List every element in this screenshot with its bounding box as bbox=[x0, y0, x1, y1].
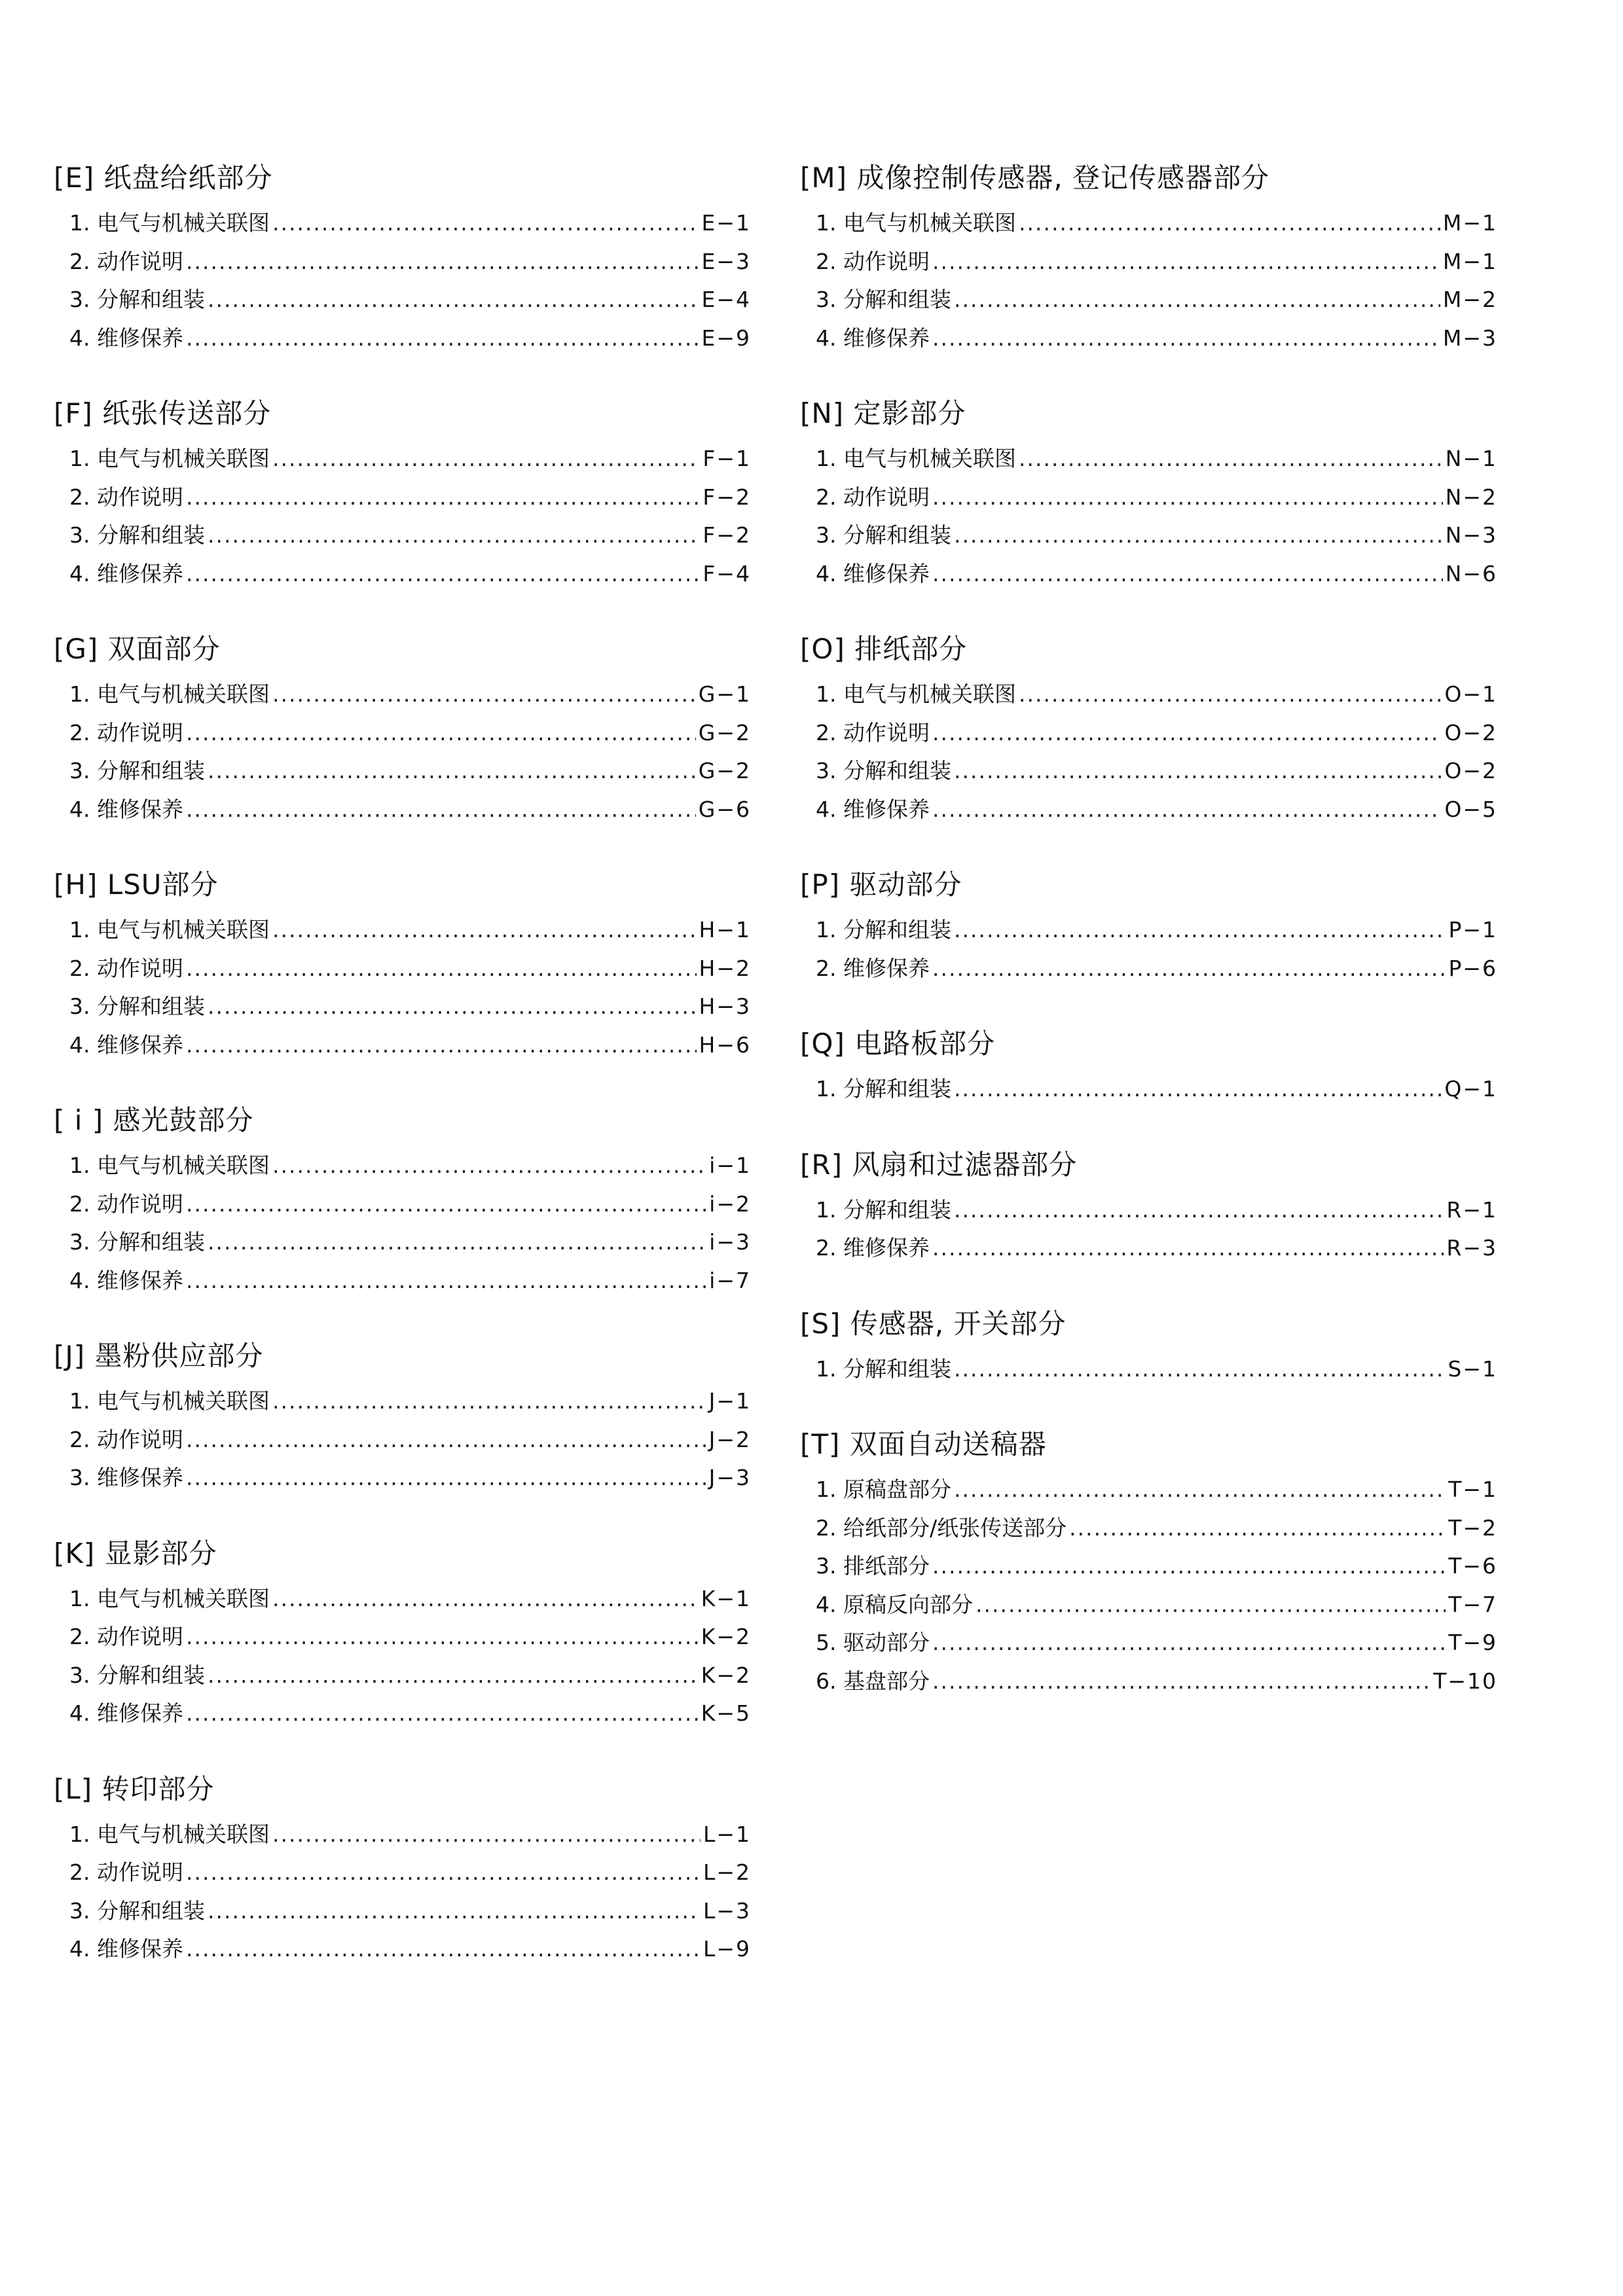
toc-entry bbox=[69, 440, 751, 478]
entry-page-number: H−3 bbox=[699, 994, 751, 1019]
toc-entry bbox=[69, 319, 751, 358]
entry-label: 1. 电气与机械关联图 bbox=[69, 1585, 270, 1611]
toc-entry bbox=[816, 319, 1497, 358]
dot-leader bbox=[208, 1223, 706, 1262]
toc-entry bbox=[69, 281, 751, 319]
toc-entry bbox=[816, 243, 1497, 281]
toc-entry bbox=[816, 555, 1497, 594]
entry-label: 1. 电气与机械关联图 bbox=[69, 1388, 270, 1414]
toc-entry bbox=[69, 1657, 751, 1695]
entry-page-number: T−1 bbox=[1448, 1477, 1497, 1502]
dot-leader bbox=[186, 1618, 699, 1657]
entry-page-number: E−9 bbox=[701, 325, 751, 351]
toc-entry bbox=[816, 1586, 1497, 1624]
entry-label: 4. 原稿反向部分 bbox=[816, 1591, 973, 1617]
toc-entry bbox=[816, 791, 1497, 829]
entry-page-number: M−2 bbox=[1442, 287, 1497, 312]
toc-entry bbox=[69, 1580, 751, 1619]
entry-label: 3. 分解和组装 bbox=[69, 1229, 205, 1255]
entry-page-number: L−1 bbox=[702, 1821, 751, 1847]
entry-label: 1. 电气与机械关联图 bbox=[69, 1821, 270, 1847]
entry-page-number: E−3 bbox=[701, 248, 751, 274]
dot-leader bbox=[932, 478, 1443, 517]
toc-section bbox=[54, 157, 751, 357]
dot-leader bbox=[954, 1471, 1446, 1509]
entry-label: 2. 动作说明 bbox=[69, 955, 183, 981]
toc-entry bbox=[69, 1262, 751, 1300]
toc-entry bbox=[69, 714, 751, 753]
section-title: [H] LSU部分 bbox=[54, 869, 219, 901]
entry-label: 4. 维修保养 bbox=[69, 1031, 183, 1058]
entry-page-number: M−3 bbox=[1442, 325, 1497, 351]
section-title: [N] 定影部分 bbox=[800, 397, 966, 429]
toc-entry bbox=[816, 281, 1497, 319]
dot-leader bbox=[186, 478, 700, 517]
entry-label: 2. 维修保养 bbox=[816, 955, 930, 981]
toc-entry bbox=[816, 675, 1497, 714]
entry-label: 4. 维修保养 bbox=[69, 325, 183, 351]
toc-entry bbox=[69, 1421, 751, 1460]
entry-page-number: K−5 bbox=[701, 1700, 751, 1726]
toc-entry bbox=[69, 988, 751, 1026]
dot-leader bbox=[932, 791, 1442, 829]
section-title: [E] 纸盘给纸部分 bbox=[54, 162, 273, 194]
toc-section bbox=[800, 1424, 1497, 1700]
dot-leader bbox=[208, 1657, 699, 1695]
entry-page-number: N−3 bbox=[1445, 522, 1497, 548]
toc-entry bbox=[69, 1854, 751, 1892]
toc-entry bbox=[69, 752, 751, 791]
entry-page-number: O−2 bbox=[1444, 719, 1497, 745]
dot-leader bbox=[954, 516, 1443, 555]
dot-leader bbox=[272, 1382, 706, 1421]
entry-page-number: O−5 bbox=[1444, 796, 1497, 822]
entry-label: 1. 电气与机械关联图 bbox=[816, 446, 1016, 471]
dot-leader bbox=[1069, 1509, 1446, 1548]
dot-leader bbox=[186, 950, 697, 988]
entry-page-number: F−4 bbox=[702, 560, 751, 586]
toc-entry bbox=[69, 1382, 751, 1421]
entry-label: 1. 电气与机械关联图 bbox=[69, 1153, 270, 1178]
entry-page-number: T−9 bbox=[1448, 1630, 1497, 1655]
toc-entry bbox=[69, 1618, 751, 1657]
entry-label: 3. 分解和组装 bbox=[69, 1897, 205, 1924]
dot-leader bbox=[272, 440, 700, 478]
entry-label: 1. 分解和组装 bbox=[816, 917, 951, 942]
toc-section bbox=[800, 864, 1497, 988]
entry-page-number: L−9 bbox=[702, 1936, 751, 1962]
dot-leader bbox=[932, 243, 1440, 281]
dot-leader bbox=[932, 555, 1443, 594]
dot-leader bbox=[954, 752, 1442, 791]
entry-label: 2. 维修保养 bbox=[816, 1235, 930, 1261]
entry-label: 2. 给纸部分/纸张传送部分 bbox=[816, 1515, 1067, 1541]
entry-label: 2. 动作说明 bbox=[816, 484, 930, 510]
entry-label: 3. 分解和组装 bbox=[69, 994, 205, 1019]
entry-label: 2. 动作说明 bbox=[69, 1191, 183, 1217]
entry-page-number: N−1 bbox=[1445, 446, 1497, 471]
entry-page-number: G−2 bbox=[698, 758, 751, 783]
entry-page-number: J−1 bbox=[708, 1388, 751, 1414]
section-title: [P] 驱动部分 bbox=[800, 869, 962, 901]
entry-page-number: P−1 bbox=[1448, 917, 1497, 942]
dot-leader bbox=[932, 1229, 1444, 1268]
dot-leader bbox=[208, 281, 699, 319]
dot-leader bbox=[186, 1262, 706, 1300]
dot-leader bbox=[186, 1854, 701, 1892]
entry-page-number: i−1 bbox=[709, 1153, 751, 1178]
entry-page-number: P−6 bbox=[1448, 955, 1497, 981]
entry-page-number: H−2 bbox=[699, 955, 751, 981]
entry-label: 3. 分解和组装 bbox=[816, 758, 951, 783]
dot-leader bbox=[976, 1586, 1446, 1624]
entry-label: 1. 分解和组装 bbox=[816, 1196, 951, 1223]
entry-label: 4. 维修保养 bbox=[69, 1700, 183, 1726]
dot-leader bbox=[272, 675, 696, 714]
entry-label: 2. 动作说明 bbox=[816, 719, 930, 745]
toc-entry bbox=[69, 675, 751, 714]
entry-page-number: K−2 bbox=[701, 1624, 751, 1649]
entry-label: 3. 分解和组装 bbox=[816, 522, 951, 548]
entry-label: 1. 电气与机械关联图 bbox=[69, 210, 270, 236]
entry-label: 3. 排纸部分 bbox=[816, 1553, 930, 1579]
toc-entry bbox=[816, 1229, 1497, 1268]
toc-entry bbox=[816, 911, 1497, 950]
toc-entry bbox=[816, 1509, 1497, 1548]
entry-page-number: E−1 bbox=[701, 210, 751, 236]
dot-leader bbox=[186, 714, 696, 753]
toc-section bbox=[54, 393, 751, 593]
entry-label: 2. 动作说明 bbox=[69, 719, 183, 745]
entry-label: 4. 维修保养 bbox=[69, 1936, 183, 1962]
entry-label: 1. 分解和组装 bbox=[816, 1076, 951, 1102]
section-title: [R] 风扇和过滤器部分 bbox=[800, 1148, 1078, 1181]
entry-label: 5. 驱动部分 bbox=[816, 1630, 930, 1655]
entry-label: 3. 维修保养 bbox=[69, 1465, 183, 1490]
dot-leader bbox=[1019, 675, 1442, 714]
entry-page-number: R−3 bbox=[1446, 1235, 1497, 1261]
entry-label: 3. 分解和组装 bbox=[816, 287, 951, 312]
dot-leader bbox=[186, 791, 696, 829]
toc-entry bbox=[816, 516, 1497, 555]
entry-page-number: H−1 bbox=[699, 917, 751, 942]
entry-page-number: G−2 bbox=[698, 719, 751, 745]
toc-section bbox=[54, 1768, 751, 1969]
toc-entry bbox=[816, 1350, 1497, 1389]
entry-label: 3. 分解和组装 bbox=[69, 522, 205, 548]
toc-entry bbox=[816, 478, 1497, 517]
toc-section bbox=[800, 1023, 1497, 1109]
entry-page-number: E−4 bbox=[701, 287, 751, 312]
dot-leader bbox=[208, 516, 700, 555]
entry-page-number: Q−1 bbox=[1444, 1076, 1497, 1102]
dot-leader bbox=[186, 1459, 706, 1498]
toc-entry bbox=[69, 1930, 751, 1969]
dot-leader bbox=[932, 1624, 1446, 1662]
entry-page-number: L−3 bbox=[702, 1897, 751, 1924]
dot-leader bbox=[932, 950, 1446, 988]
toc-entry bbox=[816, 950, 1497, 988]
entry-label: 3. 分解和组装 bbox=[69, 287, 205, 312]
section-title: [L] 转印部分 bbox=[54, 1772, 215, 1805]
entry-page-number: K−1 bbox=[701, 1585, 751, 1611]
toc-entry bbox=[69, 1695, 751, 1733]
entry-page-number: F−2 bbox=[702, 522, 751, 548]
entry-page-number: G−6 bbox=[698, 796, 751, 822]
entry-page-number: J−2 bbox=[708, 1426, 751, 1452]
toc-entry bbox=[69, 1816, 751, 1854]
entry-page-number: T−7 bbox=[1448, 1591, 1497, 1617]
toc-entry bbox=[69, 1223, 751, 1262]
entry-page-number: N−6 bbox=[1445, 560, 1497, 586]
section-title: [G] 双面部分 bbox=[54, 633, 221, 665]
dot-leader bbox=[954, 1070, 1442, 1109]
dot-leader bbox=[954, 281, 1440, 319]
dot-leader bbox=[186, 1930, 701, 1969]
toc-entry bbox=[816, 752, 1497, 791]
toc-entry bbox=[816, 1471, 1497, 1509]
entry-page-number: L−2 bbox=[702, 1859, 751, 1885]
toc-section bbox=[800, 393, 1497, 593]
dot-leader bbox=[186, 243, 699, 281]
dot-leader bbox=[932, 1662, 1431, 1701]
dot-leader bbox=[272, 1147, 706, 1185]
entry-label: 1. 电气与机械关联图 bbox=[69, 917, 270, 942]
toc-section bbox=[800, 1303, 1497, 1389]
entry-label: 3. 分解和组装 bbox=[69, 758, 205, 783]
dot-leader bbox=[932, 1547, 1446, 1586]
dot-leader bbox=[272, 1580, 699, 1619]
entry-page-number: T−2 bbox=[1448, 1515, 1497, 1541]
section-title: [T] 双面自动送稿器 bbox=[800, 1428, 1047, 1460]
toc-entry bbox=[69, 1026, 751, 1065]
entry-page-number: H−6 bbox=[699, 1031, 751, 1058]
entry-label: 2. 动作说明 bbox=[69, 1624, 183, 1649]
section-title: [M] 成像控制传感器, 登记传感器部分 bbox=[800, 162, 1270, 194]
entry-page-number: M−1 bbox=[1442, 210, 1497, 236]
dot-leader bbox=[186, 555, 700, 594]
toc-entry bbox=[69, 1185, 751, 1224]
entry-page-number: i−2 bbox=[709, 1191, 751, 1217]
entry-page-number: M−1 bbox=[1442, 248, 1497, 274]
toc-section bbox=[54, 864, 751, 1064]
dot-leader bbox=[186, 319, 699, 358]
toc-left-column bbox=[54, 157, 751, 2004]
dot-leader bbox=[954, 1350, 1445, 1389]
section-title: [Q] 电路板部分 bbox=[800, 1028, 996, 1060]
entry-label: 1. 分解和组装 bbox=[816, 1355, 951, 1382]
entry-page-number: i−7 bbox=[709, 1267, 751, 1293]
toc-section bbox=[54, 628, 751, 829]
entry-label: 2. 动作说明 bbox=[69, 248, 183, 274]
entry-page-number: N−2 bbox=[1445, 484, 1497, 510]
toc-entry bbox=[69, 1892, 751, 1931]
dot-leader bbox=[954, 1191, 1444, 1230]
toc-entry bbox=[69, 204, 751, 243]
toc-entry bbox=[69, 911, 751, 950]
dot-leader bbox=[208, 988, 697, 1026]
toc-entry bbox=[816, 1624, 1497, 1662]
section-title: [ i ] 感光鼓部分 bbox=[54, 1104, 254, 1136]
toc-entry bbox=[69, 555, 751, 594]
dot-leader bbox=[1019, 440, 1443, 478]
toc-section bbox=[54, 1335, 751, 1498]
section-title: [S] 传感器, 开关部分 bbox=[800, 1307, 1067, 1340]
section-title: [O] 排纸部分 bbox=[800, 633, 968, 665]
dot-leader bbox=[186, 1026, 697, 1065]
toc-entry bbox=[69, 1147, 751, 1185]
entry-label: 4. 维修保养 bbox=[69, 796, 183, 822]
entry-label: 4. 维修保养 bbox=[69, 560, 183, 586]
toc-entry bbox=[816, 1547, 1497, 1586]
entry-label: 1. 电气与机械关联图 bbox=[69, 446, 270, 471]
dot-leader bbox=[1019, 204, 1440, 243]
dot-leader bbox=[932, 714, 1442, 753]
toc-entry bbox=[816, 1191, 1497, 1230]
entry-page-number: R−1 bbox=[1446, 1196, 1497, 1223]
entry-page-number: F−1 bbox=[702, 446, 751, 471]
entry-label: 4. 维修保养 bbox=[69, 1267, 183, 1293]
toc-entry bbox=[69, 516, 751, 555]
section-title: [J] 墨粉供应部分 bbox=[54, 1340, 264, 1372]
dot-leader bbox=[186, 1421, 706, 1460]
entry-label: 6. 基盘部分 bbox=[816, 1668, 930, 1694]
entry-label: 2. 动作说明 bbox=[816, 248, 930, 274]
toc-section bbox=[54, 1533, 751, 1733]
toc-section bbox=[54, 1100, 751, 1300]
toc-entry bbox=[69, 243, 751, 281]
toc-entry bbox=[69, 1459, 751, 1498]
dot-leader bbox=[272, 911, 697, 950]
entry-page-number: K−2 bbox=[701, 1662, 751, 1688]
entry-label: 4. 维修保养 bbox=[816, 560, 930, 586]
entry-label: 1. 电气与机械关联图 bbox=[816, 681, 1016, 707]
dot-leader bbox=[208, 752, 696, 791]
entry-page-number: S−1 bbox=[1448, 1355, 1497, 1382]
entry-page-number: T−6 bbox=[1448, 1553, 1497, 1579]
entry-page-number: i−3 bbox=[709, 1229, 751, 1255]
toc-entry bbox=[816, 440, 1497, 478]
entry-label: 1. 电气与机械关联图 bbox=[816, 210, 1016, 236]
toc-section bbox=[800, 157, 1497, 357]
entry-label: 2. 动作说明 bbox=[69, 1426, 183, 1452]
section-title: [K] 显影部分 bbox=[54, 1537, 217, 1570]
entry-label: 3. 分解和组装 bbox=[69, 1662, 205, 1688]
toc-entry bbox=[69, 791, 751, 829]
entry-page-number: J−3 bbox=[708, 1465, 751, 1490]
dot-leader bbox=[186, 1695, 699, 1733]
toc-section bbox=[800, 1144, 1497, 1268]
entry-page-number: G−1 bbox=[698, 681, 751, 707]
entry-page-number: F−2 bbox=[702, 484, 751, 510]
entry-label: 4. 维修保养 bbox=[816, 796, 930, 822]
dot-leader bbox=[208, 1892, 701, 1931]
dot-leader bbox=[272, 1816, 701, 1854]
toc-entry bbox=[69, 478, 751, 517]
entry-page-number: O−2 bbox=[1444, 758, 1497, 783]
entry-label: 4. 维修保养 bbox=[816, 325, 930, 351]
toc-entry bbox=[69, 950, 751, 988]
entry-page-number: O−1 bbox=[1444, 681, 1497, 707]
toc-section bbox=[800, 628, 1497, 829]
entry-page-number: T−10 bbox=[1433, 1668, 1497, 1694]
toc-entry bbox=[816, 1070, 1497, 1109]
dot-leader bbox=[272, 204, 699, 243]
entry-label: 1. 电气与机械关联图 bbox=[69, 681, 270, 707]
dot-leader bbox=[932, 319, 1440, 358]
entry-label: 2. 动作说明 bbox=[69, 484, 183, 510]
dot-leader bbox=[186, 1185, 706, 1224]
dot-leader bbox=[954, 911, 1446, 950]
entry-label: 2. 动作说明 bbox=[69, 1859, 183, 1885]
toc-entry bbox=[816, 714, 1497, 753]
section-title: [F] 纸张传送部分 bbox=[54, 397, 272, 429]
toc-entry bbox=[816, 1662, 1497, 1701]
toc-right-column bbox=[800, 157, 1497, 1736]
entry-label: 1. 原稿盘部分 bbox=[816, 1477, 951, 1502]
toc-entry bbox=[816, 204, 1497, 243]
